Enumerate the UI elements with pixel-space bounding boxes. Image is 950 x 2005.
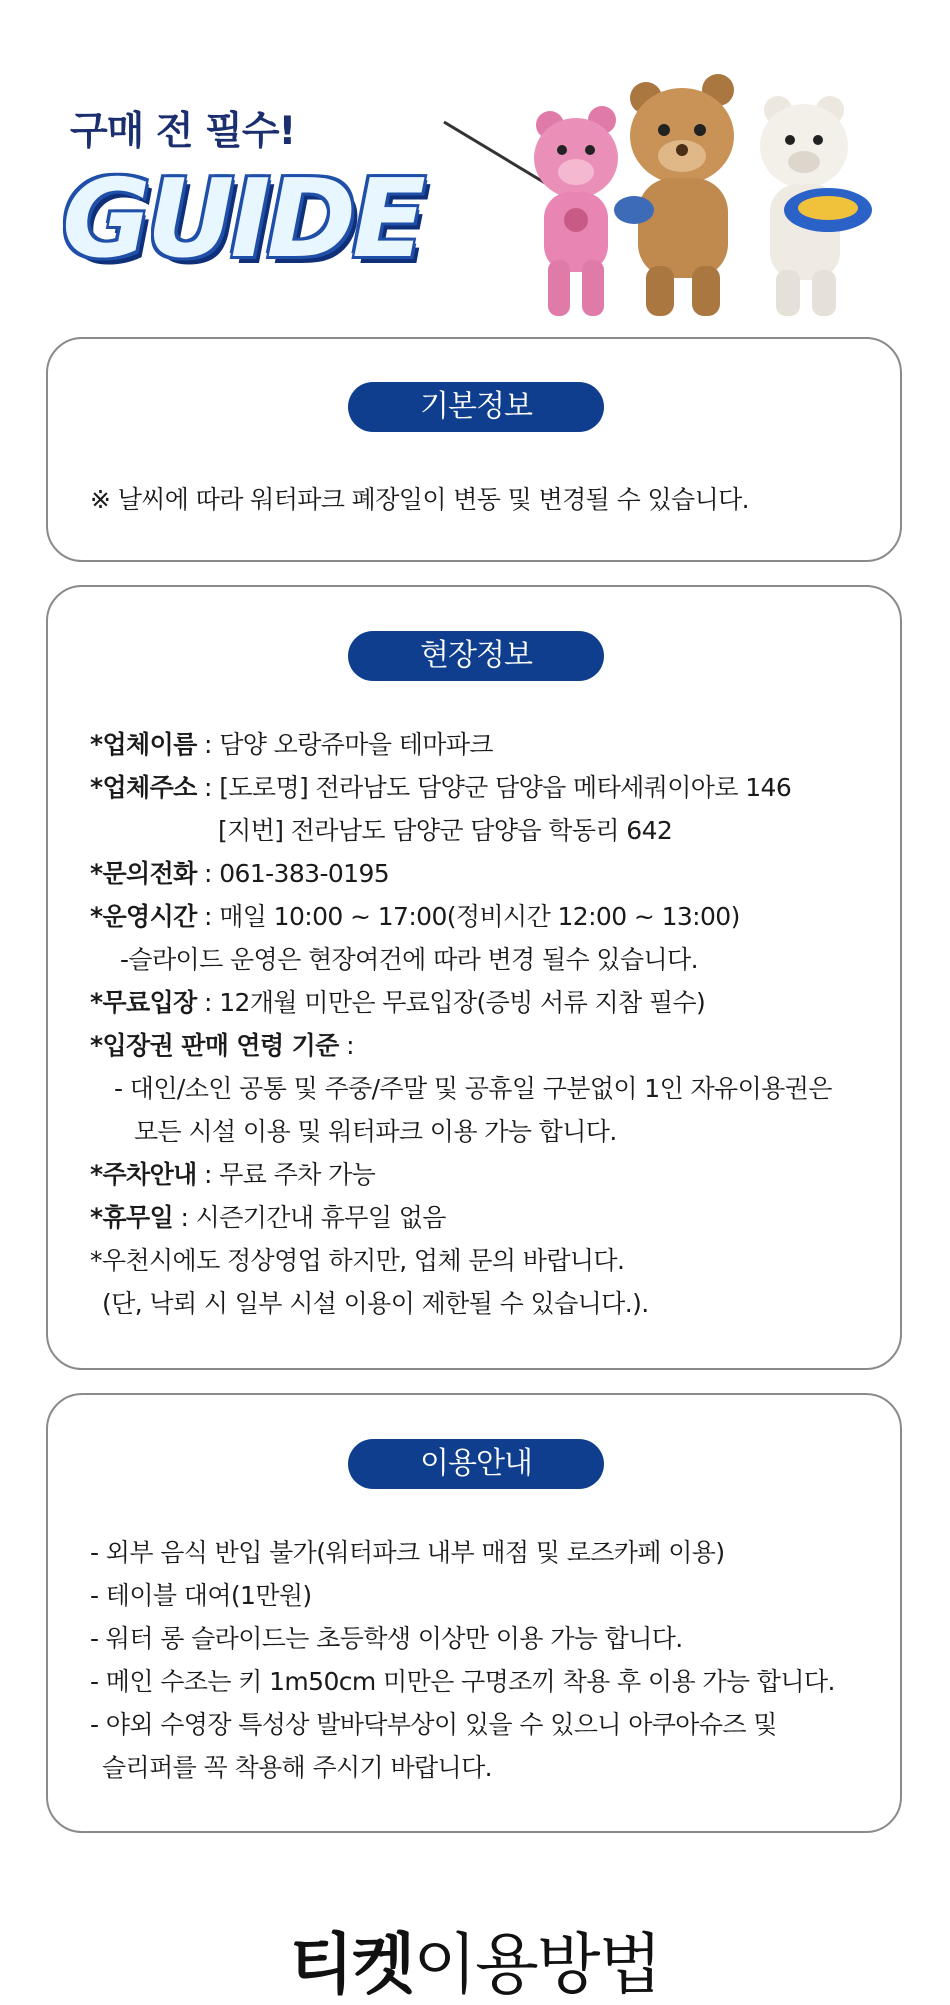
site-row-phone [90,859,389,889]
usage-line: - 야외 수영장 특성상 발바닥부상이 있을 수 있으니 아쿠아슈즈 및 [90,1710,777,1739]
site-row-value: : 시즌기간내 휴무일 없음 [173,1203,446,1232]
site-row-value: : [도로명] 전라남도 담양군 담양읍 메타세쿼이아로 146 [196,773,792,802]
ticket-usage-heading-bold: 티켓 [289,1926,414,2003]
site-row-age-detail [114,1074,832,1104]
site-row-value: -슬라이드 운영은 현장여건에 따라 변경 될수 있습니다. [120,945,698,974]
site-row-label: *업체이름 [90,730,197,759]
site-row-value: : [338,1031,354,1060]
site-row-label: *무료입장 [90,988,197,1017]
site-row-age-detail-2 [134,1117,617,1147]
site-row-value: (단, 낙뢰 시 일부 시설 이용이 제한될 수 있습니다.). [102,1289,649,1318]
site-row-value: : 담양 오랑쥬마을 테마파크 [196,730,493,759]
site-row-value: : 061-383-0195 [196,859,390,888]
ticket-usage-heading [0,1925,950,2005]
guide-logo [62,157,422,285]
site-row-age-criteria [90,1031,354,1061]
site-row-value: : 12개월 미만은 무료입장(증빙 서류 지참 필수) [196,988,706,1017]
site-row-lot-address [218,816,672,846]
site-row-value: : 매일 10:00 ~ 17:00(정비시간 12:00 ~ 13:00) [196,902,740,931]
weather-note: ※ 날씨에 따라 워터파크 폐장일이 변동 및 변경될 수 있습니다. [90,485,750,514]
site-row-rain-note [90,1246,624,1276]
bear-mascots-image [440,60,900,320]
usage-info-title: 이용안내 [348,1439,604,1489]
site-info-title: 현장정보 [348,631,604,681]
site-row-value: *우천시에도 정상영업 하지만, 업체 문의 바랍니다. [90,1246,625,1275]
site-row-value: : 무료 주차 가능 [196,1160,376,1189]
guide-logo-text: GUIDE [62,157,422,282]
usage-info-box [46,1393,902,1833]
basic-info-title: 기본정보 [348,382,604,432]
basic-info-box [46,337,902,562]
site-info-box [46,585,902,1370]
site-row-value: [지번] 전라남도 담양군 담양읍 학동리 642 [218,816,673,845]
site-row-hours [90,902,740,932]
site-row-label: *입장권 판매 연령 기준 [90,1031,339,1060]
header [0,0,950,320]
site-row-company-name [90,730,493,760]
site-row-label: *주차안내 [90,1160,197,1189]
usage-line: - 워터 롱 슬라이드는 초등학생 이상만 이용 가능 합니다. [90,1624,683,1653]
usage-line: 슬리퍼를 꼭 착용해 주시기 바랍니다. [102,1753,492,1782]
usage-line: - 메인 수조는 키 1m50cm 미만은 구명조끼 착용 후 이용 가능 합니다. [90,1667,835,1696]
usage-line: - 테이블 대여(1만원) [90,1581,312,1610]
site-row-value: 모든 시설 이용 및 워터파크 이용 가능 합니다. [134,1117,617,1146]
site-row-label: *운영시간 [90,902,197,931]
guide-pretitle: 구매 전 필수! [70,109,296,154]
site-row-parking [90,1160,375,1190]
site-row-holiday [90,1203,446,1233]
site-row-address [90,773,791,803]
site-row-label: *문의전화 [90,859,197,888]
site-row-label: *휴무일 [90,1203,174,1232]
site-row-value: - 대인/소인 공통 및 주중/주말 및 공휴일 구분없이 1인 자유이용권은 [114,1074,832,1103]
site-row-lightning-note [102,1289,649,1319]
usage-line: - 외부 음식 반입 불가(워터파크 내부 매점 및 로즈카페 이용) [90,1538,725,1567]
ticket-usage-heading-light: 이용방법 [413,1926,661,2003]
site-row-label: *업체주소 [90,773,197,802]
site-row-free-entry [90,988,705,1018]
site-row-slide-note [120,945,698,975]
